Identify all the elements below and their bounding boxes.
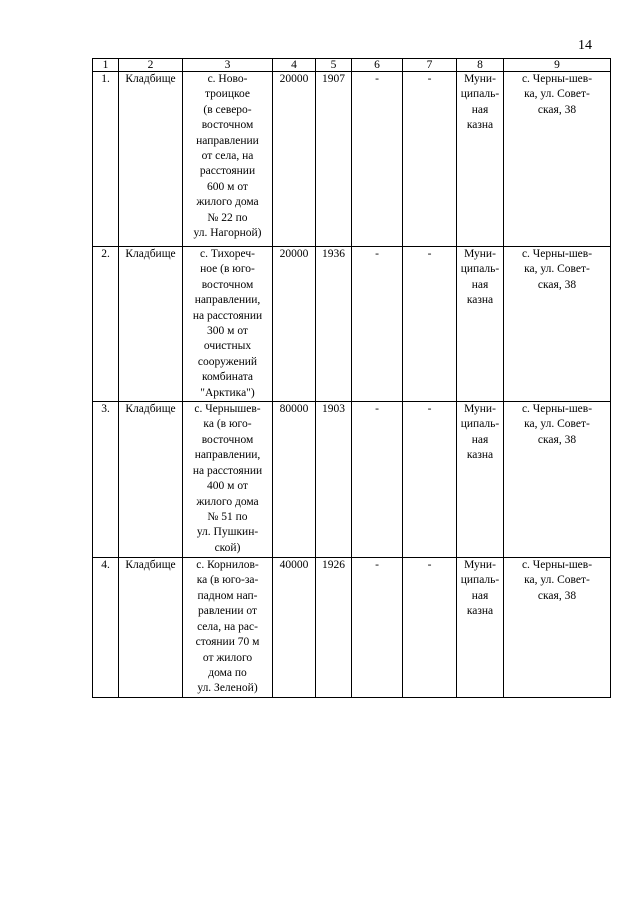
column-7-cell: - [403, 72, 457, 247]
address-cell: с. Черны-шев- ка, ул. Совет- ская, 38 [504, 247, 611, 402]
column-header: 9 [504, 59, 611, 72]
location-cell: с. Чернышев- ка (в юго- восточном направлении, на расстоянии 400 м от жилого дома № 51 по ул. Пушкин- ской) [183, 402, 273, 558]
column-header: 8 [457, 59, 504, 72]
table-row [93, 558, 611, 698]
area-cell: 20000 [273, 247, 316, 402]
column-header: 1 [93, 59, 119, 72]
table-row [93, 402, 611, 558]
area-cell: 20000 [273, 72, 316, 247]
table-row [93, 72, 611, 247]
column-header: 2 [119, 59, 183, 72]
row-number-cell: 1. [93, 72, 119, 247]
row-number-cell: 2. [93, 247, 119, 402]
column-header: 6 [352, 59, 403, 72]
column-6-cell: - [352, 72, 403, 247]
column-7-cell: - [403, 247, 457, 402]
column-6-cell: - [352, 402, 403, 558]
cemetery-registry-table [92, 58, 611, 698]
location-cell: с. Тихореч- ное (в юго- восточном направлении, на расстоянии 300 м от очистных сооружений комбината "Арктика") [183, 247, 273, 402]
area-cell: 80000 [273, 402, 316, 558]
location-cell: с. Корнилов- ка (в юго-за- падном нап- равлении от села, на рас- стоянии 70 м от жилого дома по ул. Зеленой) [183, 558, 273, 698]
area-cell: 40000 [273, 558, 316, 698]
row-number-cell: 4. [93, 558, 119, 698]
column-header: 3 [183, 59, 273, 72]
object-name-cell: Кладбище [119, 558, 183, 698]
year-cell: 1903 [316, 402, 352, 558]
location-cell: с. Ново- троицкое (в северо- восточном направлении от села, на расстоянии 600 м от жилого дома № 22 по ул. Нагорной) [183, 72, 273, 247]
column-header: 4 [273, 59, 316, 72]
year-cell: 1907 [316, 72, 352, 247]
object-name-cell: Кладбище [119, 247, 183, 402]
object-name-cell: Кладбище [119, 72, 183, 247]
owner-cell: Муни- ципаль- ная казна [457, 558, 504, 698]
row-number-cell: 3. [93, 402, 119, 558]
address-cell: с. Черны-шев- ка, ул. Совет- ская, 38 [504, 402, 611, 558]
owner-cell: Муни- ципаль- ная казна [457, 72, 504, 247]
owner-cell: Муни- ципаль- ная казна [457, 247, 504, 402]
object-name-cell: Кладбище [119, 402, 183, 558]
table-row [93, 247, 611, 402]
owner-cell: Муни- ципаль- ная казна [457, 402, 504, 558]
address-cell: с. Черны-шев- ка, ул. Совет- ская, 38 [504, 72, 611, 247]
table-header-row [93, 59, 611, 72]
column-header: 5 [316, 59, 352, 72]
year-cell: 1936 [316, 247, 352, 402]
address-cell: с. Черны-шев- ка, ул. Совет- ская, 38 [504, 558, 611, 698]
column-6-cell: - [352, 247, 403, 402]
column-7-cell: - [403, 558, 457, 698]
page-number: 14 [578, 38, 592, 53]
column-header: 7 [403, 59, 457, 72]
column-6-cell: - [352, 558, 403, 698]
column-7-cell: - [403, 402, 457, 558]
year-cell: 1926 [316, 558, 352, 698]
